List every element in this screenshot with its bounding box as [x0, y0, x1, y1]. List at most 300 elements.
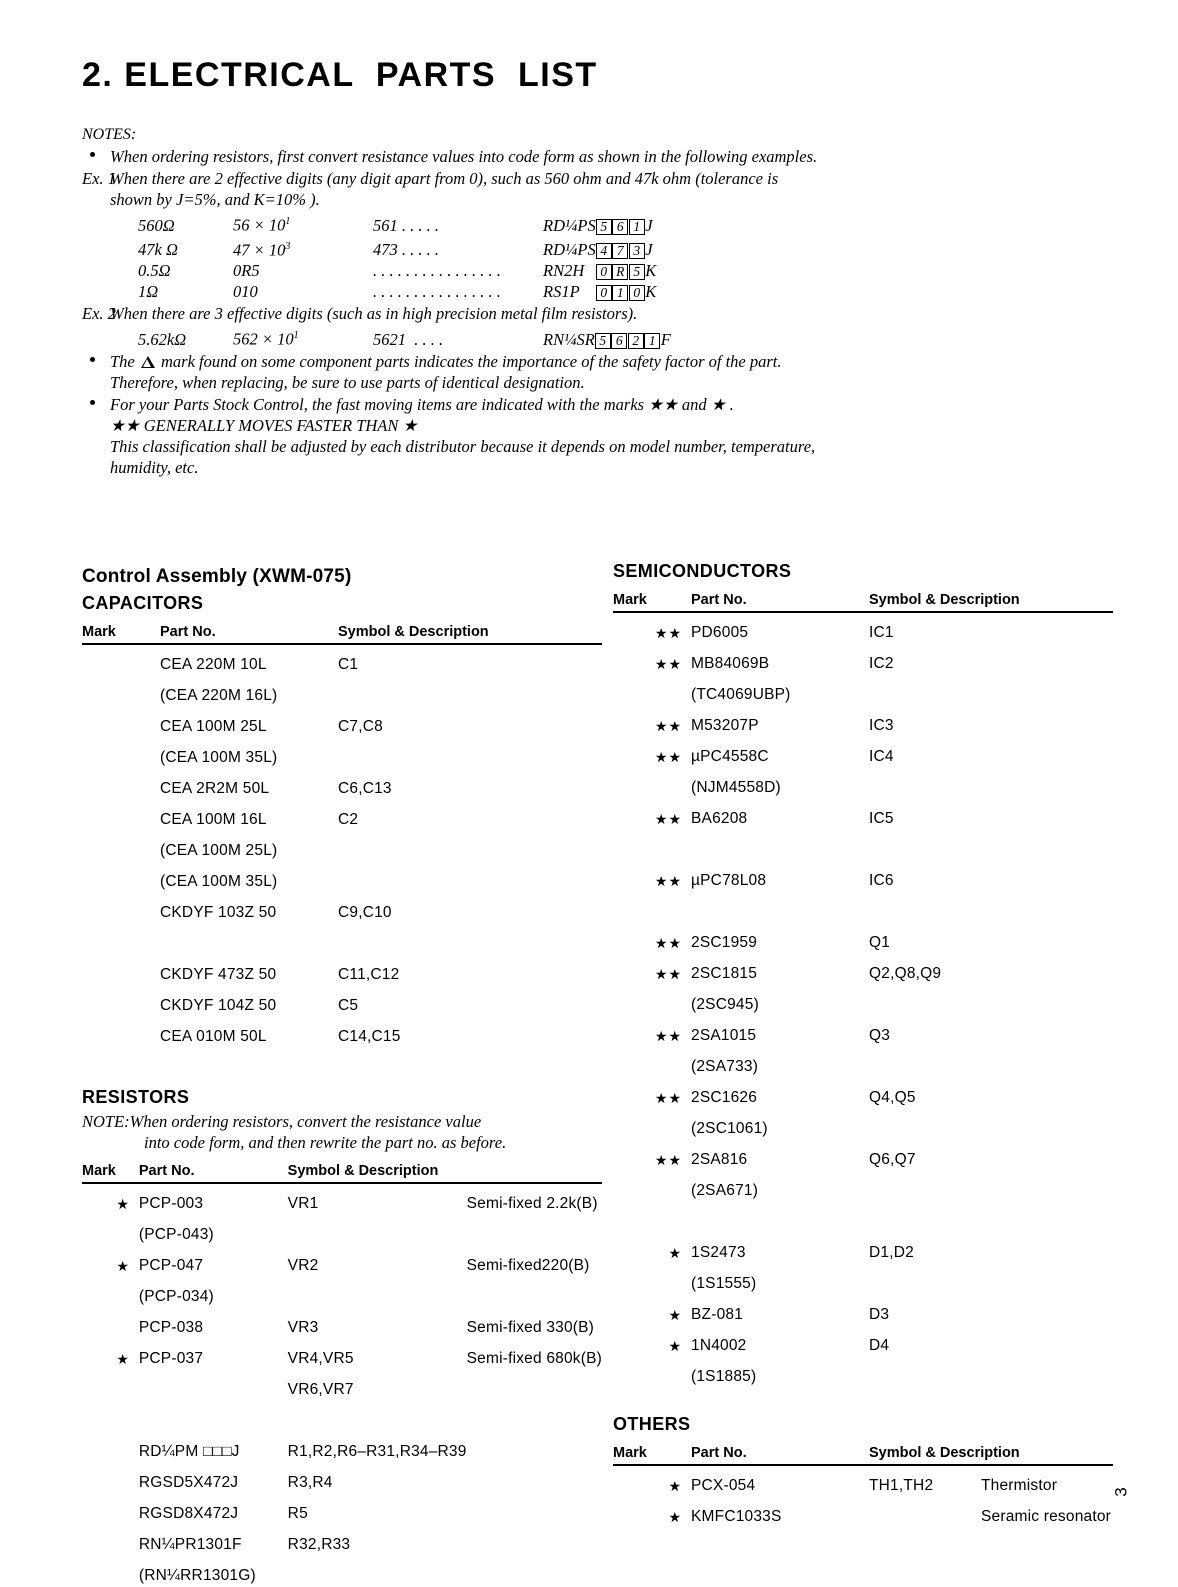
boxed-digit: 6	[611, 333, 627, 349]
row-symbol: IC5	[869, 810, 894, 827]
row-symbol	[288, 1401, 467, 1432]
row-mark: ★	[668, 1478, 682, 1494]
code-example-row	[138, 281, 656, 302]
row-description	[450, 893, 602, 924]
row-mark	[82, 924, 160, 955]
table-row	[613, 1233, 1113, 1264]
row-symbol: VR3	[287, 1319, 319, 1336]
row-symbol	[869, 830, 981, 861]
note-bullet-3-line2: ★★ GENERALLY MOVES FASTER THAN ★	[110, 415, 418, 435]
row-description	[467, 1494, 602, 1525]
row-part-no: PD6005	[691, 624, 749, 641]
row-mark	[82, 1556, 139, 1587]
table-row	[82, 1525, 602, 1556]
row-part-no: CKDYF 473Z 50	[160, 966, 277, 983]
resistors-note-line1: When ordering resistors, convert the resistance value	[129, 1112, 482, 1131]
row-description: Semi-fixed220(B)	[466, 1257, 590, 1274]
row-mark: ★★	[654, 1152, 682, 1168]
resistance-value: 5.62kΩ	[138, 329, 187, 349]
row-mark	[82, 1463, 139, 1494]
row-description	[981, 768, 1113, 799]
row-part-no: CEA 010M 50L	[160, 1028, 267, 1045]
table-spacer-row	[82, 1401, 602, 1432]
note-bullet-2-text: mark found on some component parts indicates the importance of the safety factor of the part. Therefore, when replacing, be sure to use parts of identical designation.	[110, 351, 782, 392]
table-row	[613, 1016, 1113, 1047]
row-part-no: (CEA 220M 16L)	[160, 687, 278, 704]
row-part-no: CEA 100M 25L	[160, 718, 267, 735]
row-mark	[82, 738, 160, 769]
table-row	[613, 612, 1113, 644]
row-part-no: (PCP-034)	[138, 1288, 214, 1305]
row-symbol: C5	[338, 997, 359, 1014]
row-description	[467, 1401, 602, 1432]
boxed-digit: 6	[612, 219, 628, 235]
row-description	[981, 706, 1113, 737]
row-part-no: (TC4069UBP)	[691, 686, 791, 703]
boxed-digit: R	[612, 264, 628, 280]
row-symbol: C2	[338, 811, 359, 828]
row-part-no: CEA 2R2M 50L	[160, 780, 270, 797]
boxed-digit: 0	[596, 264, 612, 280]
row-symbol: Q6,Q7	[869, 1151, 916, 1168]
row-symbol: R5	[287, 1505, 308, 1522]
code-example-row	[138, 325, 671, 350]
table-row	[613, 1047, 1113, 1078]
table-row	[82, 1432, 602, 1463]
table-row	[82, 800, 602, 831]
multiplier-value: 010	[233, 282, 258, 301]
row-mark	[82, 800, 160, 831]
table-row	[82, 644, 602, 676]
row-description	[450, 986, 602, 1017]
row-part-no: 2SA816	[691, 1151, 748, 1168]
semiconductors-section-title: SEMICONDUCTORS	[613, 561, 792, 581]
note-bullet-2-prefix: The	[110, 351, 135, 371]
row-description	[467, 1370, 602, 1401]
table-row	[613, 954, 1113, 985]
column-header-mark: Mark	[613, 1445, 691, 1465]
column-header-part-no: Part No.	[691, 592, 869, 612]
row-mark	[613, 675, 691, 706]
row-mark: ★★	[654, 966, 682, 982]
row-mark: ★	[116, 1196, 130, 1212]
row-symbol: VR1	[287, 1195, 319, 1212]
row-part-no	[139, 1401, 288, 1432]
code-example-row	[138, 211, 656, 236]
row-mark: ★	[668, 1307, 682, 1323]
part-prefix: RD¼PS	[543, 240, 596, 259]
row-part-no: CKDYF 103Z 50	[160, 904, 277, 921]
row-part-no: PCP-037	[138, 1350, 204, 1367]
tolerance-code: K	[645, 282, 657, 301]
row-part-no: (RN¼RR1301G)	[138, 1567, 256, 1584]
table-row	[613, 1497, 1113, 1528]
part-prefix: RD¼PS	[543, 215, 596, 235]
row-mark: ★★	[654, 1090, 682, 1106]
row-description	[981, 985, 1113, 1016]
row-symbol	[869, 768, 981, 799]
bullet-dot	[90, 400, 95, 405]
row-mark	[613, 1109, 691, 1140]
table-row	[82, 1370, 602, 1401]
boxed-digit: 4	[596, 243, 612, 259]
row-mark	[82, 1308, 139, 1339]
row-symbol: D1,D2	[869, 1244, 914, 1261]
row-symbol: IC3	[869, 717, 894, 734]
row-part-no: (CEA 100M 35L)	[160, 749, 278, 766]
table-row	[613, 1326, 1113, 1357]
row-mark	[82, 1525, 139, 1556]
table-row	[82, 986, 602, 1017]
row-mark: ★★	[654, 935, 682, 951]
row-mark	[82, 1370, 139, 1401]
row-description	[467, 1277, 602, 1308]
boxed-digit: 5	[595, 333, 611, 349]
code-value: . . . . . . . . . . . . . . . .	[373, 261, 501, 280]
resistors-note-label: NOTE:	[82, 1112, 130, 1131]
note-bullet-3-line3: This classification shall be adjusted by each distributor because it depends on model number, temperature, humidity, etc.	[110, 436, 816, 477]
row-mark: ★★	[654, 811, 682, 827]
row-symbol: D3	[869, 1306, 890, 1323]
row-symbol: TH1,TH2	[869, 1477, 934, 1494]
row-symbol: IC1	[869, 624, 894, 641]
table-row	[613, 737, 1113, 768]
page-title: 2. ELECTRICAL PARTS LIST	[82, 56, 598, 94]
row-symbol: R1,R2,R6–R31,R34–R39	[287, 1443, 467, 1460]
row-description	[450, 644, 602, 676]
assembly-title: Control Assembly (XWM-075)	[82, 566, 352, 587]
example-1-text: When there are 2 effective digits (any digit apart from 0), such as 560 ohm and 47k ohm (tolerance is shown by J=5%, and K=10% ).	[110, 169, 779, 209]
row-part-no: BA6208	[691, 810, 748, 827]
row-part-no: PCP-003	[138, 1195, 204, 1212]
boxed-digit: 1	[629, 219, 645, 235]
example-2	[82, 303, 822, 324]
row-mark	[82, 707, 160, 738]
row-part-no: BZ-081	[691, 1306, 744, 1323]
table-row	[82, 1017, 602, 1048]
row-symbol: R32,R33	[287, 1536, 351, 1553]
row-description	[981, 1264, 1113, 1295]
multiplier-value: $56 \times 10^1$	[233, 215, 291, 235]
row-part-no: CEA 100M 16L	[160, 811, 267, 828]
code-value: . . . . . . . . . . . . . . . .	[373, 282, 501, 301]
row-symbol	[869, 1202, 981, 1233]
row-part-no: (CEA 100M 35L)	[160, 873, 278, 890]
table-row	[613, 675, 1113, 706]
row-mark	[82, 1017, 160, 1048]
row-description	[981, 1109, 1113, 1140]
table-row	[82, 831, 602, 862]
column-header-mark: Mark	[613, 592, 691, 612]
row-symbol	[338, 862, 450, 893]
row-part-no: PCP-038	[138, 1319, 204, 1336]
table-row	[82, 862, 602, 893]
row-mark: ★★	[654, 625, 682, 641]
row-description	[981, 1078, 1113, 1109]
row-part-no: KMFC1033S	[691, 1508, 782, 1525]
row-mark	[82, 1277, 139, 1308]
row-part-no	[691, 830, 869, 861]
semiconductors-table	[613, 592, 1113, 1388]
row-description	[981, 861, 1113, 892]
column-header-symbol-description: Symbol & Description	[869, 1445, 1113, 1465]
row-mark	[613, 892, 691, 923]
row-mark: ★	[668, 1509, 682, 1525]
row-mark	[82, 955, 160, 986]
part-prefix: RN¼SR	[543, 329, 595, 349]
resistance-value: 47k Ω	[138, 240, 178, 259]
row-part-no: 2SC1959	[691, 934, 758, 951]
row-symbol: C7,C8	[338, 718, 383, 735]
table-row	[82, 1246, 602, 1277]
boxed-code	[596, 236, 646, 261]
code-value: 561 . . . . .	[373, 215, 439, 235]
row-description	[981, 1326, 1113, 1357]
row-part-no: M53207P	[691, 717, 759, 734]
table-row	[82, 707, 602, 738]
row-description	[981, 923, 1113, 954]
code-value: 473 . . . . .	[373, 240, 439, 259]
page-number: 3	[1111, 1487, 1131, 1497]
row-description	[981, 644, 1113, 675]
part-prefix: RS1P	[543, 282, 580, 301]
row-symbol: IC2	[869, 655, 894, 672]
row-symbol: Q1	[869, 934, 891, 951]
warning-triangle-icon	[141, 356, 155, 368]
example-2-code-table	[138, 325, 671, 350]
row-description	[450, 831, 602, 862]
part-prefix: RN2H	[543, 261, 585, 280]
resistance-value: 1Ω	[138, 282, 159, 301]
example-1-label: Ex. 1	[82, 169, 116, 188]
row-mark	[613, 1047, 691, 1078]
table-row	[82, 1215, 602, 1246]
row-part-no: (1S1555)	[691, 1275, 757, 1292]
example-1	[82, 168, 822, 210]
row-part-no	[691, 892, 869, 923]
row-description	[981, 612, 1113, 644]
row-symbol: C11,C12	[338, 966, 400, 983]
row-part-no	[160, 924, 338, 955]
row-description	[981, 1171, 1113, 1202]
table-row	[613, 1140, 1113, 1171]
row-description: Semi-fixed 330(B)	[466, 1319, 595, 1336]
row-mark	[613, 1202, 691, 1233]
row-description	[981, 954, 1113, 985]
row-symbol	[869, 1497, 981, 1528]
example-2-text: When there are 3 effective digits (such as in high precision metal film resistors).	[110, 304, 638, 323]
resistors-note-line2: into code form, and then rewrite the part no. as before.	[144, 1133, 507, 1152]
row-part-no: (2SC945)	[691, 996, 759, 1013]
row-part-no: 1N4002	[691, 1337, 747, 1354]
row-description	[467, 1463, 602, 1494]
table-row	[82, 955, 602, 986]
row-part-no: (2SC1061)	[691, 1120, 768, 1137]
row-description	[450, 862, 602, 893]
row-symbol	[869, 1047, 981, 1078]
row-description	[981, 1016, 1113, 1047]
row-part-no: PCP-047	[138, 1257, 204, 1274]
table-row	[82, 769, 602, 800]
row-mark	[82, 862, 160, 893]
table-row	[82, 1277, 602, 1308]
row-mark	[82, 1401, 139, 1432]
boxed-code	[596, 281, 646, 302]
table-row	[613, 1171, 1113, 1202]
row-mark	[613, 1171, 691, 1202]
row-mark: ★	[116, 1258, 130, 1274]
row-part-no: 2SC1815	[691, 965, 758, 982]
row-part-no: µPC4558C	[691, 748, 769, 765]
row-mark: ★★	[654, 718, 682, 734]
row-description	[981, 675, 1113, 706]
row-symbol: C1	[338, 656, 359, 673]
multiplier-value: $47 \times 10^3$	[233, 240, 291, 259]
row-description	[981, 1357, 1113, 1388]
others-section-title: OTHERS	[613, 1414, 691, 1434]
row-symbol: D4	[869, 1337, 890, 1354]
resistance-value: 560Ω	[138, 215, 175, 235]
table-spacer-row	[82, 924, 602, 955]
row-mark: ★★	[654, 749, 682, 765]
table-row	[613, 985, 1113, 1016]
row-mark	[82, 769, 160, 800]
code-example-row	[138, 260, 656, 281]
row-symbol: C14,C15	[338, 1028, 401, 1045]
row-symbol: R3,R4	[287, 1474, 333, 1491]
table-row	[613, 1109, 1113, 1140]
row-mark: ★	[668, 1245, 682, 1261]
row-description	[981, 830, 1113, 861]
row-description	[467, 1215, 602, 1246]
boxed-code	[596, 211, 646, 236]
row-mark	[82, 986, 160, 1017]
row-symbol	[288, 1556, 467, 1587]
row-symbol: IC6	[869, 872, 894, 889]
note-bullet-2	[82, 351, 822, 393]
row-mark: ★	[116, 1351, 130, 1367]
example-2-label: Ex. 2	[82, 304, 116, 323]
table-row	[613, 768, 1113, 799]
example-1-code-table	[138, 211, 656, 302]
table-row	[82, 1556, 602, 1587]
row-description	[450, 924, 602, 955]
boxed-digit: 0	[629, 285, 645, 301]
table-row	[82, 1308, 602, 1339]
multiplier-value: 0R5	[233, 261, 260, 280]
table-row	[613, 1264, 1113, 1295]
table-row	[613, 644, 1113, 675]
row-mark: ★★	[654, 873, 682, 889]
row-symbol	[869, 1171, 981, 1202]
row-part-no	[691, 1202, 869, 1233]
row-mark	[613, 830, 691, 861]
row-part-no: RGSD8X472J	[138, 1505, 239, 1522]
boxed-digit: 2	[628, 333, 644, 349]
row-mark	[613, 1264, 691, 1295]
code-value: 5621 . . . .	[373, 329, 444, 349]
row-mark	[82, 1215, 139, 1246]
table-spacer-row	[613, 892, 1113, 923]
column-header-symbol-description: Symbol & Description	[338, 624, 602, 644]
row-part-no: RN¼PR1301F	[138, 1536, 242, 1553]
row-description	[981, 737, 1113, 768]
multiplier-value: $562 \times 10^1$	[233, 329, 299, 349]
row-symbol: Q3	[869, 1027, 891, 1044]
row-symbol: C9,C10	[338, 904, 392, 921]
row-mark	[82, 676, 160, 707]
boxed-digit: 0	[596, 285, 612, 301]
resistance-value: 0.5Ω	[138, 261, 171, 280]
row-description: Semi-fixed 2.2k(B)	[466, 1195, 598, 1212]
column-header-mark: Mark	[82, 1163, 139, 1183]
boxed-digit: 1	[612, 285, 628, 301]
table-row	[82, 893, 602, 924]
row-symbol	[869, 1264, 981, 1295]
row-part-no: 2SA1015	[691, 1027, 757, 1044]
resistors-section-title: RESISTORS	[82, 1087, 190, 1107]
left-column	[82, 566, 602, 1587]
row-symbol: VR4,VR5	[287, 1350, 354, 1367]
row-symbol	[869, 1357, 981, 1388]
note-bullet-3	[82, 394, 822, 478]
row-description	[981, 1202, 1113, 1233]
tolerance-code: F	[660, 329, 671, 349]
row-description	[981, 892, 1113, 923]
boxed-digit: 1	[644, 333, 660, 349]
row-part-no: (2SA733)	[691, 1058, 759, 1075]
row-description: Seramic resonator	[981, 1508, 1112, 1525]
row-symbol: Q4,Q5	[869, 1089, 916, 1106]
table-row	[82, 1339, 602, 1370]
boxed-code	[595, 325, 661, 350]
row-symbol	[338, 924, 450, 955]
note-bullet-3-text: For your Parts Stock Control, the fast moving items are indicated with the marks ★★ and ★ .	[110, 394, 734, 414]
row-symbol: IC4	[869, 748, 894, 765]
notes-block	[82, 124, 822, 478]
row-mark	[82, 893, 160, 924]
row-part-no: (NJM4558D)	[691, 779, 781, 796]
boxed-digit: 5	[629, 264, 645, 280]
table-row	[82, 1494, 602, 1525]
column-header-symbol-description: Symbol & Description	[288, 1163, 602, 1183]
row-symbol	[869, 1109, 981, 1140]
row-mark	[613, 768, 691, 799]
boxed-digit: 3	[629, 243, 645, 259]
row-mark	[613, 985, 691, 1016]
row-description	[467, 1525, 602, 1556]
row-description	[450, 707, 602, 738]
tolerance-code: K	[645, 261, 657, 280]
row-symbol	[288, 1215, 467, 1246]
row-symbol	[338, 676, 450, 707]
row-part-no: 1S2473	[691, 1244, 746, 1261]
table-spacer-row	[613, 830, 1113, 861]
note-bullet-1-text: When ordering resistors, first convert resistance values into code form as shown in the following examples.	[110, 147, 818, 166]
others-table	[613, 1445, 1113, 1528]
row-part-no: (PCP-043)	[138, 1226, 214, 1243]
row-symbol	[869, 892, 981, 923]
row-part-no: (CEA 100M 25L)	[160, 842, 278, 859]
row-description	[450, 676, 602, 707]
row-part-no: CEA 220M 10L	[160, 656, 267, 673]
table-row	[82, 738, 602, 769]
table-row	[613, 799, 1113, 830]
row-description	[467, 1432, 602, 1463]
row-part-no: RGSD5X472J	[138, 1474, 239, 1491]
row-description	[450, 738, 602, 769]
tolerance-code: J	[645, 240, 653, 259]
